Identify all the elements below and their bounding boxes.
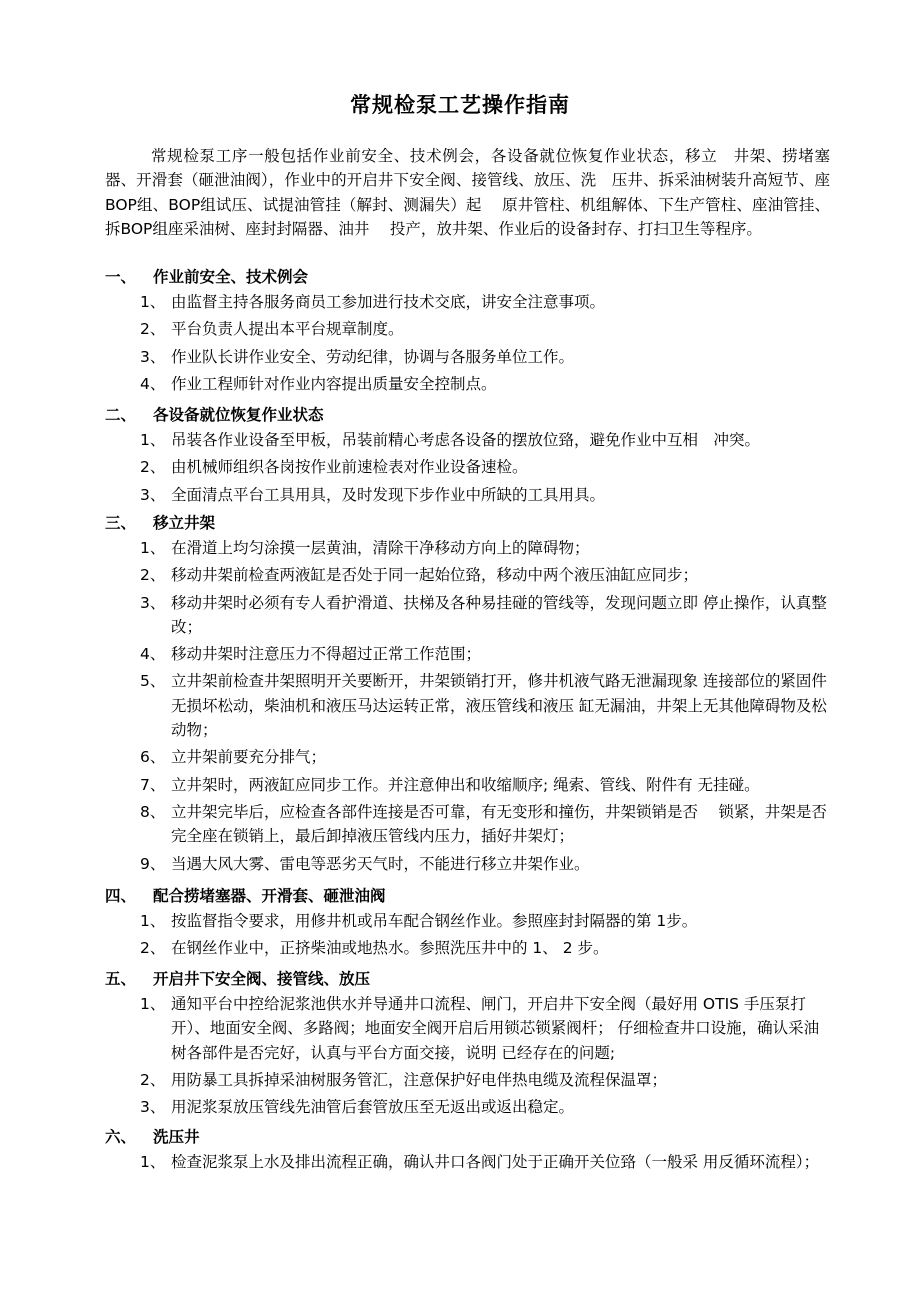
- section-2: [105, 402, 830, 510]
- item-number: 2、: [140, 1070, 166, 1089]
- item-number: 3、: [140, 347, 166, 366]
- item-text: 吊装各作业设备至甲板，吊装前精心考虑各设备的摆放位臵，避免作业中互相 冲突。: [171, 431, 761, 449]
- item-text: 在滑道上均匀涂摸一层黄油，清除干净移动方向上的障碍物；: [171, 539, 590, 557]
- item-number: 2、: [140, 320, 166, 339]
- item-number: 8、: [140, 802, 166, 821]
- section-heading: [105, 1124, 830, 1150]
- item-text: 立井架完毕后，应检查各部件连接是否可靠，有无变形和撞伤，井架锁销是否 锁紧，井架是否完全座在锁销上，最后卸掉液压管线内压力，插好井架灯；: [171, 802, 827, 846]
- section-title: 配合捞堵塞器、开滑套、砸泄油阀: [153, 887, 386, 905]
- item-number: 4、: [140, 374, 166, 393]
- section-heading: [105, 883, 830, 909]
- list-item: [105, 1068, 830, 1092]
- section-number: 五、: [105, 970, 137, 988]
- section-heading: [105, 510, 830, 536]
- list-item: [105, 909, 830, 933]
- item-number: 1、: [140, 539, 166, 557]
- intro-paragraph: 常规检泵工序一般包括作业前安全、技术例会，各设备就位恢复作业状态，移立 井架、捞堵塞器、开滑套（砸泄油阀），作业中的开启井下安全阀、接管线、放压、洗 压井、拆采油树装升高短节、座BOP组、BOP组试压、试提油管挂（解封、测漏失）起 原井管柱、机组解体、下生产管柱、座油管挂、拆BOP组座采油树、座封封隔器、油井 投产，放井架、作业后的设备封存、打扫卫生等程序。: [105, 147, 830, 238]
- list-item: [105, 800, 830, 849]
- item-number: 1、: [140, 995, 166, 1013]
- section-heading: [105, 966, 830, 992]
- list-item: [105, 290, 830, 314]
- list-item: [105, 455, 830, 479]
- list-item: [105, 428, 830, 452]
- item-number: 6、: [140, 748, 166, 767]
- item-number: 7、: [140, 775, 166, 794]
- item-text: 作业工程师针对作业内容提出质量安全控制点。: [171, 374, 497, 393]
- item-text: 立井架前要充分排气；: [171, 748, 327, 767]
- list-item: [105, 745, 830, 769]
- item-text: 用防暴工具拆掉采油树服务管汇，注意保护好电伴热电缆及流程保温罩；: [171, 1070, 668, 1089]
- list-item: [105, 591, 830, 640]
- item-number: 1、: [140, 912, 166, 930]
- list-item: [105, 669, 830, 742]
- item-text: 由机械师组织各岗按作业前速检表对作业设备速检。: [171, 458, 528, 477]
- item-number: 9、: [140, 854, 166, 873]
- section-number: 三、: [105, 514, 137, 532]
- list-item: [105, 642, 830, 666]
- item-text: 作业队长讲作业安全、劳动纪律，协调与各服务单位工作。: [171, 347, 575, 366]
- section-title: 作业前安全、技术例会: [153, 268, 309, 286]
- item-text: 立井架时，两液缸应同步工作。并注意伸出和收缩顺序; 绳索、管线、附件有 无挂碰。: [171, 775, 760, 794]
- item-text: 在钢丝作业中，正挤柴油或地热水。参照洗压井中的 1、 2 步。: [171, 939, 609, 958]
- item-text: 按监督指令要求，用修井机或吊车配合钢丝作业。参照座封封隔器的第 1步。: [171, 912, 698, 930]
- item-text: 移动井架前检查两液缸是否处于同一起始位臵，移动中两个液压油缸应同步；: [171, 566, 699, 585]
- section-title: 开启井下安全阀、接管线、放压: [153, 970, 371, 988]
- item-number: 4、: [140, 645, 166, 664]
- document-title: 常规检泵工艺操作指南: [350, 93, 570, 117]
- section-1: [105, 264, 830, 399]
- list-item: [105, 563, 830, 587]
- item-number: 3、: [140, 1098, 166, 1117]
- section-3: [105, 510, 830, 879]
- item-text: 当遇大风大雾、雷电等恶劣天气时，不能进行移立井架作业。: [171, 854, 590, 873]
- section-5: [105, 966, 830, 1122]
- list-item: [105, 1095, 830, 1119]
- section-heading: [105, 402, 830, 428]
- item-text: 移动井架时注意压力不得超过正常工作范围；: [171, 645, 482, 664]
- item-number: 5、: [140, 672, 166, 691]
- list-item: [105, 852, 830, 876]
- item-number: 2、: [140, 458, 166, 477]
- section-title: 移立井架: [153, 514, 216, 532]
- list-item: [105, 345, 830, 369]
- item-text: 由监督主持各服务商员工参加进行技术交底，讲安全注意事项。: [171, 293, 606, 311]
- item-text: 全面清点平台工具用具，及时发现下步作业中所缺的工具用具。: [171, 485, 606, 504]
- item-text: 移动井架时必须有专人看护滑道、扶梯及各种易挂碰的管线等，发现问题立即 停止操作，认真整改；: [171, 593, 827, 636]
- section-heading: [105, 264, 830, 290]
- list-item: [105, 773, 830, 797]
- section-number: 六、: [105, 1128, 137, 1146]
- item-number: 2、: [140, 566, 166, 585]
- item-text: 立井架前检查井架照明开关要断开，井架锁销打开，修井机液气路无泄漏现象 连接部位的紧固件无损坏松动，柴油机和液压马达运转正常，液压管线和液压 缸无漏油，井架上无其他障碍物及松动物；: [171, 672, 827, 740]
- list-item: [105, 372, 830, 396]
- list-item: [105, 483, 830, 507]
- list-item: [105, 317, 830, 341]
- item-number: 3、: [140, 593, 166, 612]
- item-number: 1、: [140, 431, 166, 449]
- item-number: 1、: [140, 1153, 166, 1171]
- section-number: 二、: [105, 406, 137, 424]
- item-text: 平台负责人提出本平台规章制度。: [171, 320, 404, 339]
- list-item: [105, 936, 830, 960]
- list-item: [105, 536, 830, 560]
- section-6: [105, 1124, 830, 1177]
- section-title: 各设备就位恢复作业状态: [153, 406, 324, 424]
- section-4: [105, 883, 830, 964]
- item-text: 检查泥浆泵上水及排出流程正确，确认井口各阀门处于正确开关位臵（一般采 用反循环流程）；: [171, 1153, 820, 1171]
- section-title: 洗压井: [153, 1128, 200, 1146]
- section-number: 四、: [105, 887, 137, 905]
- item-text: 通知平台中控给泥浆池供水并导通井口流程、闸门，开启井下安全阀（最好用 OTIS 手压泵打开）、地面安全阀、多路阀；地面安全阀开启后用锁芯锁紧阀杆； 仔细检查井口设施，确认采油树各部件是否完好，认真与平台方面交接，说明 已经存在的问题;: [171, 995, 820, 1062]
- item-number: 3、: [140, 485, 166, 504]
- list-item: [105, 992, 830, 1065]
- item-number: 2、: [140, 939, 166, 958]
- item-number: 1、: [140, 293, 166, 311]
- item-text: 用泥浆泵放压管线先油管后套管放压至无返出或返出稳定。: [171, 1098, 575, 1117]
- list-item: [105, 1150, 830, 1174]
- section-number: 一、: [105, 268, 137, 286]
